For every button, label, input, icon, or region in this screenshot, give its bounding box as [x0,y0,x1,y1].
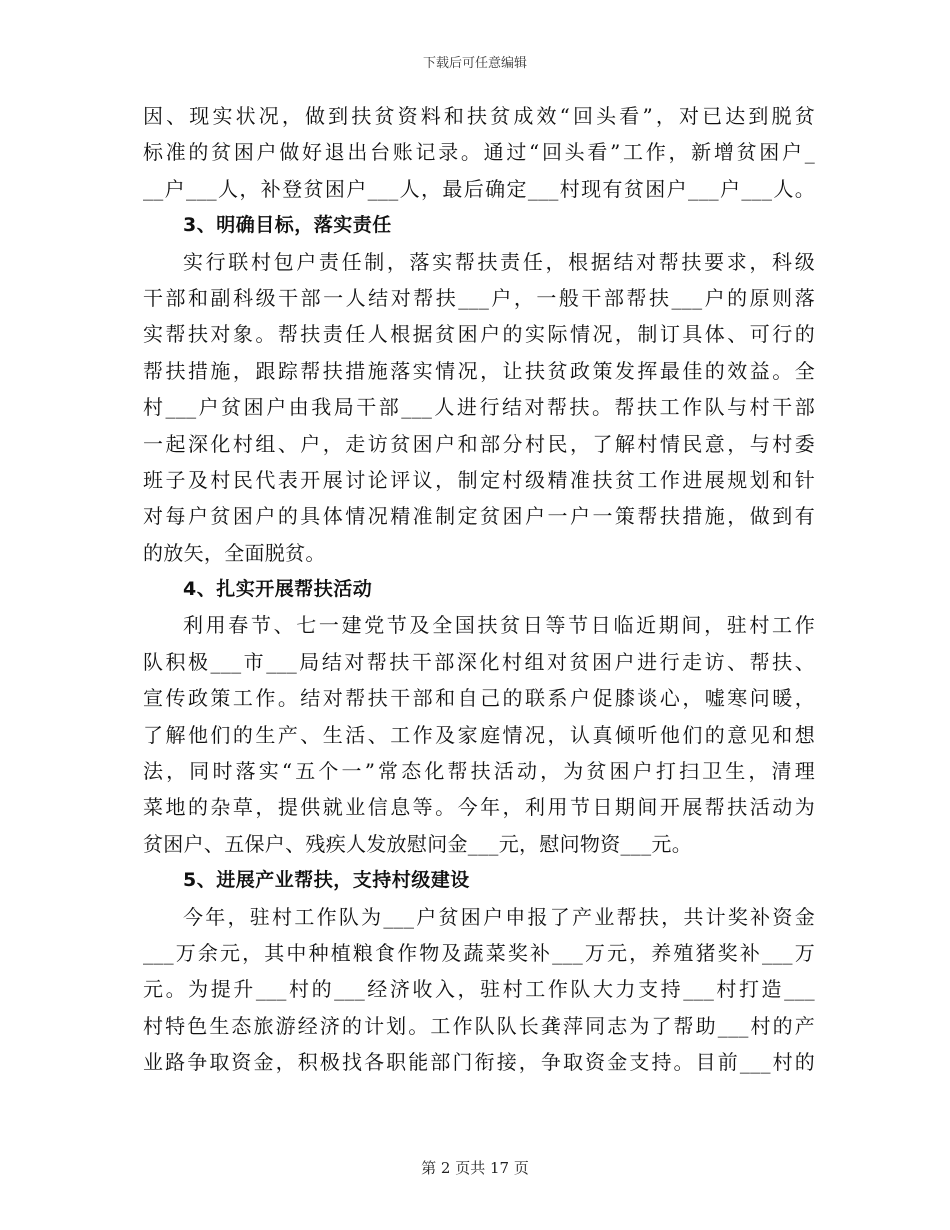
paragraph-line: 村___户贫困户由我局干部___人进行结对帮扶。帮扶工作队与村干部 [143,395,815,420]
section-heading: 4、扎实开展帮扶活动 [183,578,373,601]
paragraph-line: __户___人，补登贫困户___人，最后确定___村现有贫困户___户___人。 [143,176,815,201]
paragraph-line: 实行联村包户责任制，落实帮扶责任，根据结对帮扶要求，科级 [183,249,815,274]
paragraph-line: 菜地的杂草，提供就业信息等。今年，利用节日期间开展帮扶活动为 [143,795,815,820]
paragraph-line: 班子及村民代表开展讨论评议，制定村级精准扶贫工作进展规划和针 [143,467,815,492]
paragraph-line: 元。为提升___村的___经济收入，驻村工作队大力支持___村打造___ [143,977,815,1002]
paragraph-line: 对每户贫困户的具体情况精准制定贫困户一户一策帮扶措施，做到有 [143,504,815,529]
paragraph-line: 今年，驻村工作队为___户贫困户申报了产业帮扶，共计奖补资金 [183,904,815,929]
paragraph-line: ___万余元，其中种植粮食作物及蔬菜奖补___万元，养殖猪奖补___万 [143,940,815,965]
paragraph-line: 法，同时落实“五个一”常态化帮扶活动，为贫困户打扫卫生，清理 [143,759,815,784]
paragraph-line: 因、现实状况，做到扶贫资料和扶贫成效“回头看”，对已达到脱贫 [143,104,815,128]
paragraph-line: 村特色生态旅游经济的计划。工作队队长龚萍同志为了帮助___村的产 [143,1013,815,1038]
paragraph-line: 贫困户、五保户、残疾人发放慰问金___元，慰问物资___元。 [143,831,692,856]
paragraph-line: 业路争取资金，积极找各职能部门衔接，争取资金支持。目前___村的 [143,1050,815,1075]
paragraph-line: 队积极___市___局结对帮扶干部深化村组对贫困户进行走访、帮扶、 [143,649,815,674]
page-header: 下载后可任意编辑 [422,56,527,71]
section-heading: 5、进展产业帮扶，支持村级建设 [183,869,470,892]
page-footer: 第 2 页共 17 页 [421,1159,529,1177]
paragraph-line: 利用春节、七一建党节及全国扶贫日等节日临近期间，驻村工作 [183,613,815,638]
paragraph-line: 干部和副科级干部一人结对帮扶___户，一般干部帮扶___户的原则落 [143,285,815,310]
document-body [143,98,815,1081]
paragraph-line: 了解他们的生产、生活、工作及家庭情况，认真倾听他们的意见和想 [143,722,815,747]
paragraph-line: 标准的贫困户做好退出台账记录。通过“回头看”工作，新增贫困户_ [143,140,815,165]
paragraph-line: 的放矢，全面脱贫。 [143,540,326,565]
paragraph-line: 帮扶措施，跟踪帮扶措施落实情况，让扶贫政策发挥最佳的效益。全 [143,358,815,383]
section-heading: 3、明确目标，落实责任 [183,214,392,237]
paragraph-line: 实帮扶对象。帮扶责任人根据贫困户的实际情况，制订具体、可行的 [143,322,815,347]
paragraph-line: 一起深化村组、户，走访贫困户和部分村民，了解村情民意，与村委 [143,431,815,456]
paragraph-line: 宣传政策工作。结对帮扶干部和自己的联系户促膝谈心，嘘寒问暖， [143,686,815,711]
